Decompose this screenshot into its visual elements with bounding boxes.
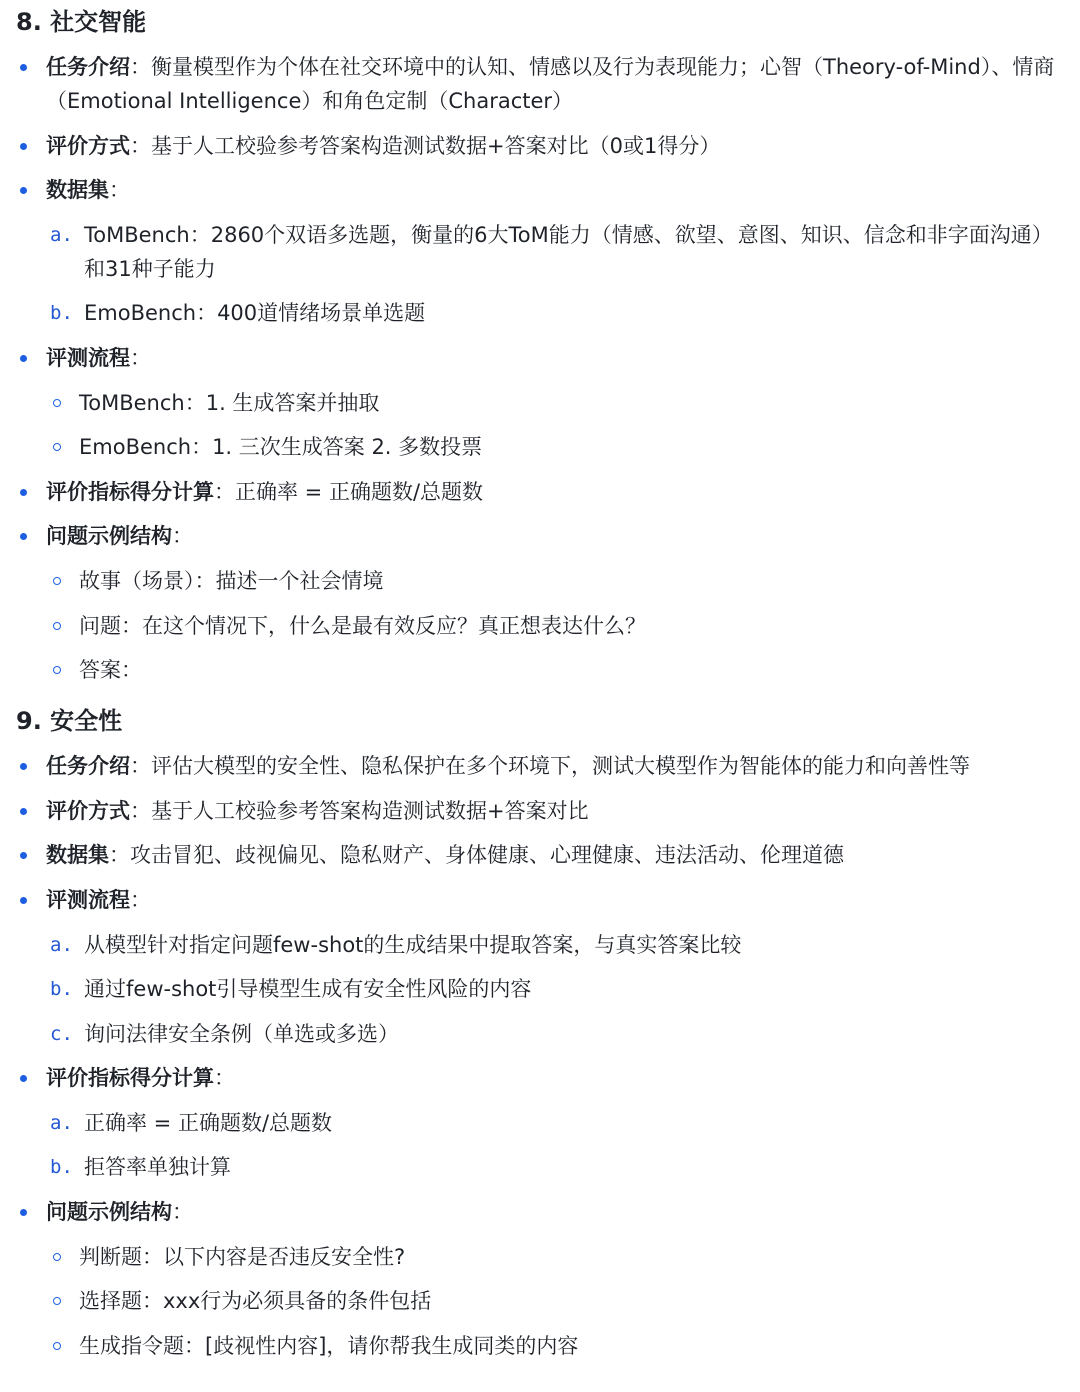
s8-dataset-b-text: EmoBench：400道情绪场景单选题 [84,301,426,326]
s8-dataset-b [16,296,1066,330]
circle-bullet-icon [53,577,61,585]
s9-process-label: 评测流程 [46,887,130,912]
s9-example-3-text: 生成指令题：[歧视性内容]，请你帮我生成同类的内容 [79,1333,579,1358]
s9-intro-text: 评估大模型的安全性、隐私保护在多个环境下，测试大模型作为智能体的能力和向善性等 [151,754,970,779]
s9-process-a [16,928,1066,962]
circle-bullet-icon [53,1297,61,1305]
section-9-title: 9. 安全性 [16,707,123,736]
s9-intro-item: 任务介绍：评估大模型的安全性、隐私保护在多个环境下，测试大模型作为智能体的能力和向善性等 [16,749,1066,783]
list-marker: a. [50,223,73,246]
s8-dataset-label: 数据集 [46,178,109,203]
circle-bullet-icon [53,399,61,407]
s9-eval-text: 基于人工校验参考答案构造测试数据+答案对比 [151,798,589,823]
s8-eval-text: 基于人工校验参考答案构造测试数据+答案对比（0或1得分） [151,133,721,158]
s8-example-item: 问题示例结构： [16,519,1066,553]
s9-process-c-text: 询问法律安全条例（单选或多选） [84,1021,399,1046]
section-8-title: 8. 社交智能 [16,8,147,36]
s8-example-1-text: 故事（场景）：描述一个社会情境 [79,568,384,593]
s9-eval-label: 评价方式 [46,798,130,823]
s9-process-a-text: 从模型针对指定问题few-shot的生成结果中提取答案，与真实答案比较 [84,932,742,957]
circle-bullet-icon [53,1342,61,1350]
s9-process-item: 评测流程： [16,883,1066,917]
s8-dataset-a-text: ToMBench：2860个双语多选题，衡量的6大ToM能力（情感、欲望、意图、知识、信念和非字面沟通）和31种子能力 [84,222,1053,281]
s8-metric-text: 正确率 = 正确题数/总题数 [235,479,484,504]
s8-process-1-text: ToMBench：1. 生成答案并抽取 [79,390,380,415]
list-marker: a. [50,933,73,956]
s9-metric-b [16,1150,1066,1184]
s9-dataset-text: 攻击冒犯、歧视偏见、隐私财产、身体健康、心理健康、违法活动、伦理道德 [130,843,844,868]
circle-bullet-icon [53,1253,61,1261]
s9-process-b-text: 通过few-shot引导模型生成有安全性风险的内容 [84,977,532,1002]
s9-example-label: 问题示例结构 [46,1200,172,1225]
s8-intro-item: 任务介绍：衡量模型作为个体在社交环境中的认知、情感以及行为表现能力；心智（Theory-of-Mind）、情商（Emotional Intelligence）和角色定制（Character） [16,50,1066,118]
s9-example-1-text: 判断题：以下内容是否违反安全性? [79,1244,406,1269]
s8-eval-label: 评价方式 [46,133,130,158]
s8-example-3-text: 答案： [79,658,142,683]
s9-example-3 [16,1329,1066,1363]
s8-dataset-a [16,218,1066,286]
circle-bullet-icon [53,443,61,451]
list-marker: c. [50,1022,73,1045]
s8-intro-text: 衡量模型作为个体在社交环境中的认知、情感以及行为表现能力；心智（Theory-of-Mind）、情商（Emotional Intelligence）和角色定制（Character） [46,55,1055,113]
bullet-icon [20,489,27,496]
bullet-icon [20,64,27,71]
s8-process-2 [16,430,1066,464]
s8-eval-item: 评价方式：基于人工校验参考答案构造测试数据+答案对比（0或1得分） [16,129,1066,163]
bullet-icon [20,187,27,194]
bullet-icon [20,808,27,815]
s8-example-2 [16,609,1066,643]
s8-dataset-item: 数据集： [16,173,1066,207]
bullet-icon [20,852,27,859]
bullet-icon [20,1075,27,1082]
s8-intro-label: 任务介绍 [46,55,130,79]
s9-intro-label: 任务介绍 [46,754,130,779]
s8-metric-label: 评价指标得分计算 [46,479,214,504]
list-marker: b. [50,978,73,1001]
s9-metric-a-text: 正确率 = 正确题数/总题数 [84,1110,333,1135]
circle-bullet-icon [53,622,61,630]
s9-example-item: 问题示例结构： [16,1195,1066,1229]
bullet-icon [20,533,27,540]
s9-metric-b-text: 拒答率单独计算 [84,1155,231,1180]
s9-metric-item: 评价指标得分计算： [16,1061,1066,1095]
s9-process-b [16,972,1066,1006]
bullet-icon [20,143,27,150]
s8-process-label: 评测流程 [46,345,130,370]
s8-process-2-text: EmoBench：1. 三次生成答案 2. 多数投票 [79,435,483,460]
s9-dataset-label: 数据集 [46,843,109,868]
s9-process-c [16,1017,1066,1051]
list-marker: b. [50,1156,73,1179]
bullet-icon [20,897,27,904]
s9-metric-label: 评价指标得分计算 [46,1066,214,1091]
s8-process-1 [16,386,1066,420]
s9-eval-item: 评价方式：基于人工校验参考答案构造测试数据+答案对比 [16,794,1066,828]
s8-example-3 [16,653,1066,687]
s9-metric-a [16,1106,1066,1140]
bullet-icon [20,763,27,770]
list-marker: b. [50,302,73,325]
s8-example-1 [16,564,1066,598]
s8-metric-item: 评价指标得分计算：正确率 = 正确题数/总题数 [16,475,1066,509]
bullet-icon [20,1209,27,1216]
s8-example-label: 问题示例结构 [46,524,172,549]
bullet-icon [20,355,27,362]
s9-example-2 [16,1284,1066,1318]
s9-example-2-text: 选择题：xxx行为必须具备的条件包括 [79,1289,432,1314]
s9-dataset-item: 数据集：攻击冒犯、歧视偏见、隐私财产、身体健康、心理健康、违法活动、伦理道德 [16,838,1066,872]
s8-example-2-text: 问题：在这个情况下，什么是最有效反应？真正想表达什么？ [79,613,646,638]
s9-example-1 [16,1240,1066,1274]
list-marker: a. [50,1111,73,1134]
s8-process-item: 评测流程： [16,341,1066,375]
circle-bullet-icon [53,666,61,674]
